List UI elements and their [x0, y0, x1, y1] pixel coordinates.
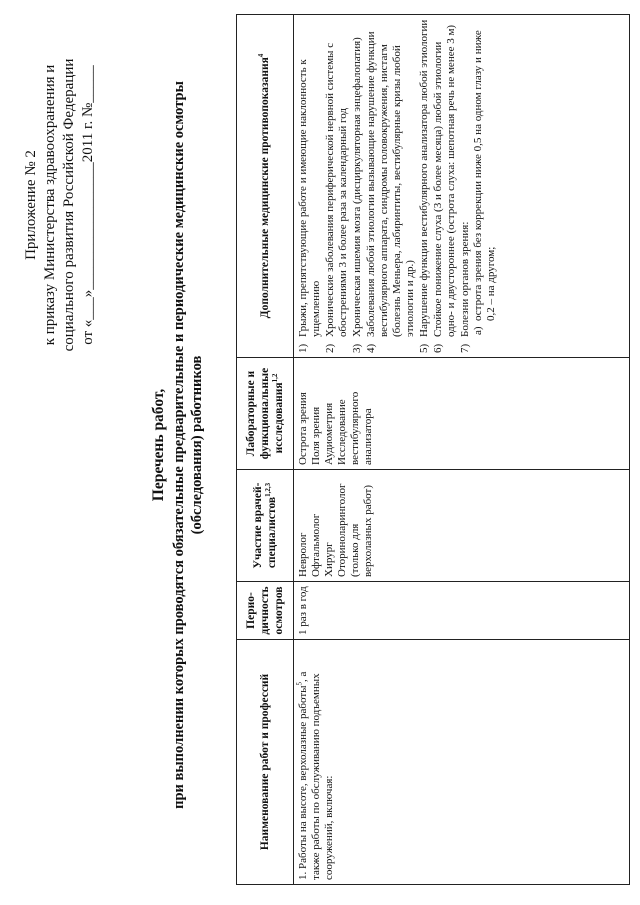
header-periodicity: Перио-дичность осмотров [237, 582, 294, 640]
contraindication-list [297, 19, 498, 353]
list-item: 7) Болезни органов зрения: а) острота зрения без коррекции ниже 0,5 на одном глазу и ниже 0,2 – на другом; [459, 19, 498, 353]
heading-subtitle-2: (обследования) работников [189, 355, 205, 535]
appendix-block [22, 25, 98, 385]
table-header-row [237, 15, 294, 885]
list-item: 1) Грыжи, препятствующие работе и имеющие наклонность к ущемлению [297, 59, 322, 353]
cell-lab-tests [294, 358, 630, 470]
specialist-item: Невролог [297, 532, 309, 577]
document-heading [150, 75, 206, 815]
header-contraindications: Дополнительные медицинские противопоказания$^4$ [237, 15, 294, 358]
table-row [294, 15, 630, 885]
lab-item: Острота зрения [297, 392, 309, 465]
list-item: 5) Нарушение функции вестибулярного анализатора любой этиологии [418, 19, 430, 353]
list-item: 2) Хронические заболевания периферической нервной системы с обострениями 3 и более раза за календарный год [324, 42, 349, 353]
header-lab: Лабораторные и функциональные исследования$^{1,2}$ [237, 358, 294, 470]
sub-list [472, 19, 498, 337]
cell-work-name: 1. Работы на высоте, верхолазные работы$^5$, а также работы по обслуживанию подъемных сооружений, включая: [294, 640, 630, 885]
cell-specialists [294, 470, 630, 582]
heading-subtitle: при выполнении которых проводятся обязательные предварительные и периодические медицинские осмотры [171, 81, 187, 809]
sub-list-item: а) острота зрения без коррекции ниже 0,5 на одном глазу и ниже 0,2 – на другом; [472, 30, 497, 335]
cell-periodicity: 1 раз в год [294, 582, 630, 640]
lab-item: Исследование вестибулярного анализатора [336, 391, 374, 465]
appendix-date-line: от «___»_________________2011 г. №_____ [80, 65, 96, 345]
header-works: Наименование работ и профессий [237, 640, 294, 885]
list-item: 6) Стойкое понижение слуха (3 и более месяца) любой этиологии одно- и двустороннее (острота слуха: шепотная речь не менее 3 м) [432, 24, 457, 353]
list-item: 4) Заболевания любой этиологии вызывающие нарушение функции вестибулярного аппарата, синдромы головокружения, нистагм (болезнь Меньера, лабиринтиты, вестибулярные кризы любой этиологии и др.) [365, 31, 416, 353]
appendix-order-line: к приказу Министерства здравоохранения и [42, 64, 58, 346]
appendix-ministry-line: социального развития Российской Федерации [61, 58, 77, 352]
specialist-item: Хирург [323, 542, 335, 577]
header-specialists: Участие врачей-специалистов$^{1,2,3}$ [237, 470, 294, 582]
list-item: 3) Хроническая ишемия мозга (дисциркуляторная энцефалопатия) [351, 37, 363, 353]
specialist-item: Офтальмолог [310, 513, 322, 577]
appendix-number: Приложение № 2 [23, 150, 39, 260]
specialist-item: Оториноларинголог (только для верхолазных работ) [336, 483, 374, 577]
lab-item: Аудиометрия [323, 402, 335, 465]
heading-title: Перечень работ, [150, 388, 167, 502]
works-table [236, 14, 630, 885]
cell-contraindications [294, 15, 630, 358]
lab-item: Поля зрения [310, 406, 322, 465]
